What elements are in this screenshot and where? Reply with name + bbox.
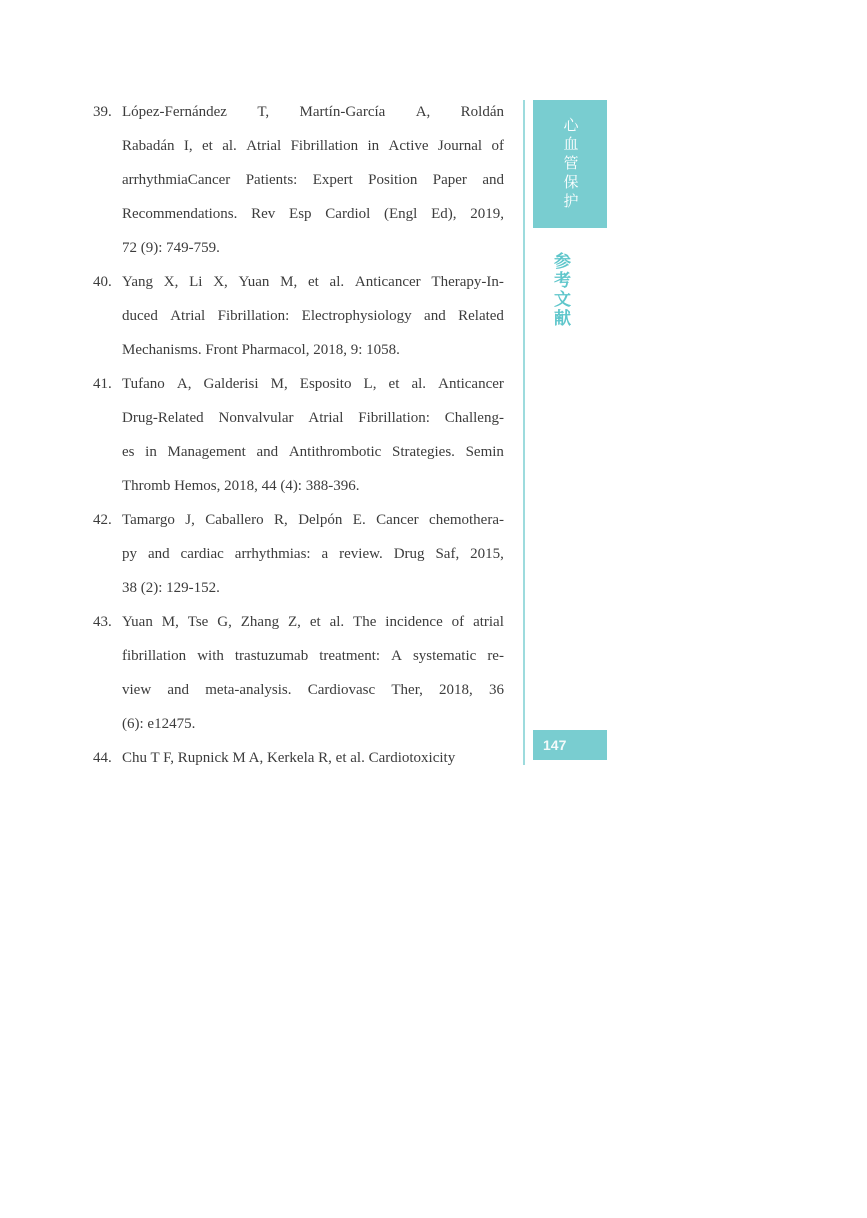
reference-line: Mechanisms. Front Pharmacol, 2018, 9: 1058. <box>122 342 400 358</box>
reference-line: López-Fernández T, Martín-García A, Roldán <box>122 104 504 120</box>
reference-line: 72 (9): 749-759. <box>122 240 220 256</box>
reference-number: 41. <box>93 376 112 392</box>
reference-line: Yuan M, Tse G, Zhang Z, et al. The incidence of atrial <box>122 614 504 630</box>
reference-line: Recommendations. Rev Esp Cardiol (Engl Ed), 2019, <box>122 206 504 222</box>
reference-line: Thromb Hemos, 2018, 44 (4): 388-396. <box>122 478 360 494</box>
reference-line: py and cardiac arrhythmias: a review. Drug Saf, 2015, <box>122 546 504 562</box>
reference-text <box>122 265 504 367</box>
reference-line: view and meta-analysis. Cardiovasc Ther, 2018, 36 <box>122 682 504 698</box>
reference-text <box>122 741 504 775</box>
reference-number: 39. <box>93 104 112 120</box>
reference-line: 38 (2): 129-152. <box>122 580 220 596</box>
reference-item <box>93 95 504 265</box>
reference-text <box>122 95 504 265</box>
reference-text <box>122 367 504 503</box>
reference-number: 40. <box>93 274 112 290</box>
chapter-tab-label: 心血管保护 <box>561 116 579 212</box>
reference-line: fibrillation with trastuzumab treatment: A systematic re- <box>122 648 504 664</box>
reference-line: es in Management and Antithrombotic Strategies. Semin <box>122 444 504 460</box>
section-label: 参考文献 <box>551 252 570 328</box>
reference-line: Tufano A, Galderisi M, Esposito L, et al. Anticancer <box>122 376 504 392</box>
reference-number: 44. <box>93 750 112 766</box>
reference-line: Rabadán I, et al. Atrial Fibrillation in Active Journal of <box>122 138 504 154</box>
reference-number: 43. <box>93 614 112 630</box>
reference-line: Yang X, Li X, Yuan M, et al. Anticancer Therapy-In- <box>122 274 504 290</box>
reference-item <box>93 367 504 503</box>
reference-line: arrhythmiaCancer Patients: Expert Position Paper and <box>122 172 504 188</box>
reference-line: Drug-Related Nonvalvular Atrial Fibrillation: Challeng- <box>122 410 504 426</box>
reference-item <box>93 741 504 775</box>
reference-line: Tamargo J, Caballero R, Delpón E. Cancer chemothera- <box>122 512 504 528</box>
reference-item <box>93 503 504 605</box>
reference-line: (6): e12475. <box>122 716 196 732</box>
reference-line: Chu T F, Rupnick M A, Kerkela R, et al. Cardiotoxicity <box>122 750 456 766</box>
reference-item <box>93 265 504 367</box>
references-list <box>93 95 504 775</box>
page-number-badge: 147 <box>533 730 607 760</box>
sidebar-rule <box>523 100 525 765</box>
reference-text <box>122 503 504 605</box>
reference-line: duced Atrial Fibrillation: Electrophysiology and Related <box>122 308 504 324</box>
chapter-tab <box>533 100 607 228</box>
reference-text <box>122 605 504 741</box>
reference-item <box>93 605 504 741</box>
reference-number: 42. <box>93 512 112 528</box>
